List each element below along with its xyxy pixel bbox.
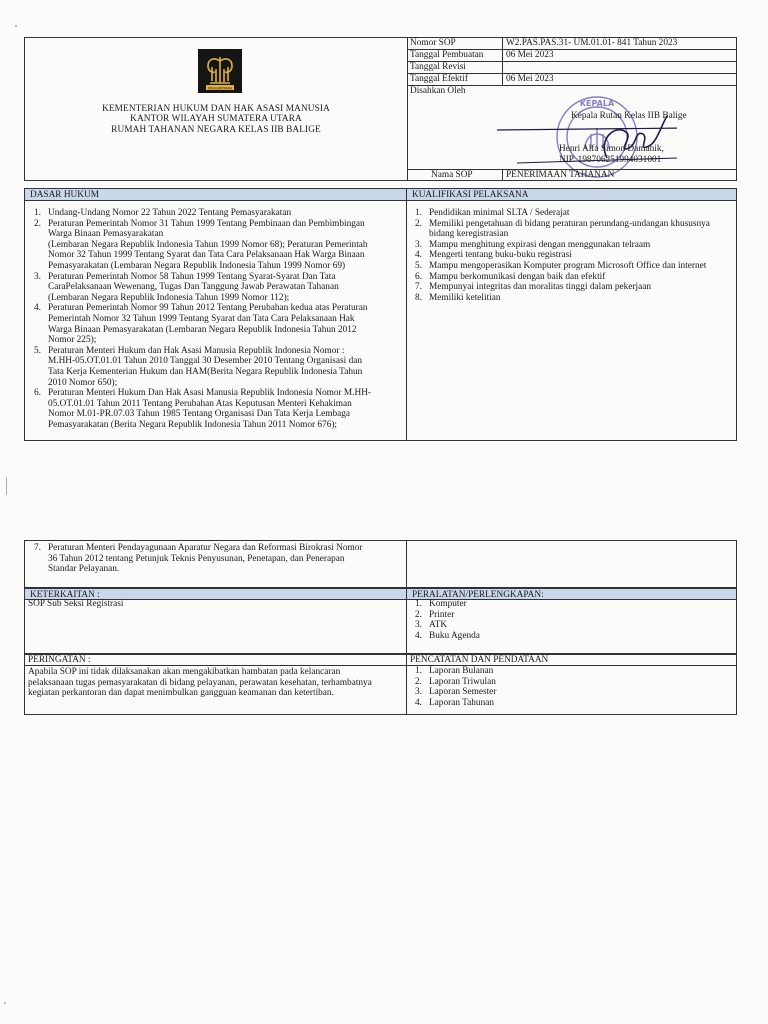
- list-item: [408, 219, 736, 240]
- list-item: [408, 250, 736, 261]
- creation-date-label: Tanggal Pembuatan: [410, 50, 484, 60]
- creation-date-row: [407, 50, 737, 62]
- list-item-line: Pemasyarakatan (Berita Negara Republik Indonesia Tahun 2011 Nomor 676);: [48, 419, 338, 430]
- list-item: [408, 272, 736, 283]
- list-item-number: 2.: [415, 609, 422, 620]
- warning-line: pelaksanaan tugas pemasyarakatan di bidang pelayanan, perawatan kesehatan, terhambatnya: [28, 677, 372, 688]
- list-item-number: 7.: [415, 282, 422, 293]
- logo-caption: PENGAYOMAN: [208, 86, 232, 91]
- list-item-number: 1.: [415, 208, 422, 218]
- scan-speck: [4, 1002, 6, 1004]
- list-item-line: Pendidikan minimal SLTA / Sederajat: [429, 208, 570, 218]
- list-item-line: Warga Binaan Pemasyarakatan (Lembaran Negara Republik Indonesia Tahun 2012: [48, 324, 357, 335]
- list-item: [27, 208, 405, 219]
- related-header: KETERKAITAN :: [25, 588, 406, 600]
- list-item-line: Peraturan Menteri Hukum Dan Hak Asasi Manusia Republik Indonesia Nomor M.HH-: [48, 388, 372, 399]
- list-item-number: 3.: [34, 271, 41, 282]
- list-item: [408, 677, 736, 688]
- list-item: [27, 303, 405, 345]
- list-item-number: 4.: [415, 697, 422, 708]
- stamp-text: KEPALA: [579, 99, 615, 108]
- list-item: [27, 388, 405, 430]
- legal-basis-section: [24, 188, 737, 441]
- list-item: [408, 240, 736, 251]
- list-item-line: bidang keregistrasian: [429, 229, 509, 240]
- warning-text: [28, 667, 404, 699]
- recording-header: PENCATATAN DAN PENDATAAN: [407, 655, 736, 666]
- list-item: [408, 610, 736, 621]
- scan-speck: [6, 477, 7, 495]
- list-item: [27, 272, 405, 304]
- list-item-line: Nomor M.01-PR.07.03 Tahun 1985 Tentang Organisasi Dan Tata Kerja Lembaga: [48, 409, 351, 420]
- equipment-header: PERALATAN/PERLENGKAPAN:: [407, 588, 736, 600]
- list-item: [408, 687, 736, 698]
- list-item-line: Memiliki pengetahuan di bidang peraturan perundang-undangan khususnya: [429, 218, 710, 229]
- creation-date-value: 06 Mei 2023: [506, 50, 554, 60]
- list-item-line: Laporan Tahunan: [429, 697, 495, 708]
- effective-date-label: Tanggal Efektif: [410, 74, 468, 84]
- list-item-line: Mempunyai integritas dan moralitas tinggi dalam pekerjaan: [429, 282, 652, 293]
- legal-basis-list: [27, 208, 405, 430]
- list-item-line: Laporan Bulanan: [429, 666, 494, 676]
- legal-basis-continuation: [24, 540, 737, 588]
- list-item-number: 4.: [415, 250, 422, 261]
- list-item-line: Nomor 225);: [48, 335, 97, 346]
- list-item-line: Mengerti tentang buku-buku registrasi: [429, 250, 572, 261]
- list-item-number: 8.: [415, 292, 422, 303]
- effective-date-value: 06 Mei 2023: [506, 74, 554, 84]
- equipment-list: [408, 599, 736, 641]
- list-item-number: 2.: [415, 218, 422, 229]
- list-item-line: Printer: [429, 609, 455, 620]
- list-item-number: 2.: [34, 218, 41, 229]
- qualification-list: [408, 208, 736, 303]
- list-item-number: 4.: [415, 630, 422, 641]
- list-item-line: Mampu berkomunikasi dengan baik dan efektif: [429, 271, 606, 282]
- list-item-number: 5.: [415, 260, 422, 271]
- signatory-name: Henri Alfa Simon Damanik,: [559, 144, 664, 154]
- list-item-line: Peraturan Pemerintah Nomor 31 Tahun 1999 Tentang Pembinaan dan Pembimbingan: [48, 218, 365, 229]
- list-item: [408, 698, 736, 709]
- sop-number-row: [407, 38, 737, 50]
- institution-line-3: RUMAH TAHANAN NEGARA KELAS IIB BALIGE: [111, 124, 321, 135]
- list-item-line: Tata Kerja Kementerian Hukum dan HAM(Berita Negara Republik Indonesia Tahun: [48, 366, 363, 377]
- list-item-number: 7.: [34, 543, 41, 553]
- list-item-number: 3.: [415, 239, 422, 250]
- list-item-number: 6.: [34, 388, 41, 399]
- list-item-line: 05.OT.01.01 Tahun 2011 Tentang Perubahan Atas Keputusan Menteri Kehakiman: [48, 398, 352, 409]
- approved-by-label: Disahkan Oleh: [410, 86, 466, 96]
- sop-info-table: [407, 38, 737, 180]
- list-item-line: Peraturan Menteri Hukum dan Hak Asasi Manusia Republik Indonesia Nomor :: [48, 345, 345, 356]
- institution-name: [25, 104, 407, 135]
- scan-speck: [15, 25, 17, 27]
- sop-header: [24, 37, 737, 181]
- list-item-number: 1.: [415, 599, 422, 609]
- sop-name-row: [407, 169, 737, 181]
- list-item-line: Peraturan Pemerintah Nomor 58 Tahun 1999 Tentang Syarat-Syarat Dan Tata: [48, 271, 336, 282]
- list-item-line: Mampu menghitung expirasi dengan menggunakan telraam: [429, 239, 651, 250]
- list-item: [408, 282, 736, 293]
- sop-number-value: W2.PAS.PAS.31- UM.01.01- 841 Tahun 2023: [506, 38, 678, 48]
- list-item-number: 1.: [415, 666, 422, 676]
- list-item-line: 2010 Nomor 650);: [48, 377, 118, 388]
- list-item-number: 4.: [34, 303, 41, 314]
- list-item-line: Pemasyarakatan (Lembaran Negara Republik Indonesia Tahun 1999 Nomor 69): [48, 260, 346, 271]
- institution-line-2: KANTOR WILAYAH SUMATERA UTARA: [130, 114, 302, 125]
- legal-basis-header: DASAR HUKUM: [25, 189, 406, 201]
- revision-date-row: [407, 62, 737, 74]
- list-item-line: Komputer: [429, 599, 467, 609]
- revision-date-label: Tanggal Revisi: [410, 62, 466, 72]
- signatory-title: Kepala Rutan Kelas IIB Balige: [571, 111, 687, 121]
- list-item-number: 3.: [415, 620, 422, 631]
- list-item: [27, 346, 405, 388]
- list-item-line: Warga Binaan Pemasyarakatan: [48, 229, 164, 240]
- list-item: [27, 543, 405, 575]
- list-item-line: M.HH-05.OT.01.01 Tahun 2010 Tanggal 30 Desember 2010 Tentang Organisasi dan: [48, 356, 363, 367]
- list-item: [408, 599, 736, 610]
- institution-line-1: KEMENTERIAN HUKUM DAN HAK ASASI MANUSIA: [102, 104, 330, 114]
- recording-list: [408, 666, 736, 708]
- list-item-line: 36 Tahun 2012 tentang Petunjuk Teknis Penyusunan, Penetapan, dan Penerapan: [48, 553, 345, 564]
- sop-number-label: Nomor SOP: [410, 38, 456, 48]
- list-item-number: 3.: [415, 687, 422, 698]
- list-item: [408, 293, 736, 304]
- warning-line: Apabila SOP ini tidak dilaksanakan akan mengakibatkan hambatan pada kelancaran: [28, 667, 341, 677]
- pengayoman-logo-icon: [198, 49, 242, 93]
- effective-date-row: [407, 74, 737, 86]
- list-item-line: Buku Agenda: [429, 630, 480, 641]
- sop-name-value: PENERIMAAN TAHANAN: [506, 170, 615, 180]
- list-item-line: Mampu mengoperasikan Komputer program Microsoft Office dan internet: [429, 260, 707, 271]
- sop-name-label: Nama SOP: [431, 170, 473, 180]
- qualification-header: KUALIFIKASI PELAKSANA: [407, 189, 736, 201]
- warning-line: kegiatan perkantoran dan dapat menimbulkan gangguan keamanan dan ketertiban.: [28, 688, 334, 699]
- list-item-line: Undang-Undang Nomor 22 Tahun 2022 Tentang Pemasyarakatan: [48, 208, 292, 218]
- list-item-line: (Lembaran Negara Republik Indonesia Tahun 1999 Nomor 68); Peraturan Pemerintah: [48, 239, 368, 250]
- list-item-line: CaraPelaksanaan Wewenang, Tugas Dan Tanggung Jawab Perawatan Tahanan: [48, 282, 339, 293]
- signatory-nip: NIP. 198706251994031001: [559, 155, 662, 165]
- list-item: [408, 631, 736, 642]
- list-item-line: Standar Pelayanan.: [48, 564, 120, 575]
- list-item-line: Pemerintah Nomor 32 Tahun 1999 Tentang Syarat dan Tata Cara Pelaksanaan Hak: [48, 313, 355, 324]
- list-item-number: 1.: [34, 208, 41, 218]
- list-item-line: Laporan Triwulan: [429, 676, 496, 687]
- list-item-number: 2.: [415, 676, 422, 687]
- list-item-number: 6.: [415, 271, 422, 282]
- list-item-number: 5.: [34, 345, 41, 356]
- list-item-line: (Lembaran Negara Republik Indonesia Tahun 1999 Nomor 112);: [48, 292, 290, 303]
- warning-header: PERINGATAN :: [25, 655, 406, 666]
- institution-block: [25, 38, 408, 180]
- list-item-line: Laporan Semester: [429, 687, 497, 698]
- list-item-line: Peraturan Pemerintah Nomor 99 Tahun 2012 Tentang Perubahan kedua atas Peraturan: [48, 303, 368, 314]
- list-item-line: Nomor 32 Tahun 1999 Tentang Syarat dan Tata Cara Pelaksanaan Hak Warga Binaan: [48, 250, 365, 261]
- related-equipment-section: [24, 588, 737, 654]
- list-item: [408, 666, 736, 677]
- related-sop-text: SOP Sub Seksi Registrasi: [28, 599, 124, 609]
- list-item: [408, 620, 736, 631]
- list-item: [408, 261, 736, 272]
- list-item-line: ATK: [429, 620, 448, 631]
- warning-recording-section: [24, 654, 737, 715]
- legal-basis-list-continued: [27, 543, 405, 575]
- list-item-line: Memiliki ketelitian: [429, 292, 501, 303]
- list-item: [27, 219, 405, 272]
- list-item: [408, 208, 736, 219]
- list-item-line: Peraturan Menteri Pendayagunaan Aparatur Negara dan Reformasi Birokrasi Nomor: [48, 543, 363, 553]
